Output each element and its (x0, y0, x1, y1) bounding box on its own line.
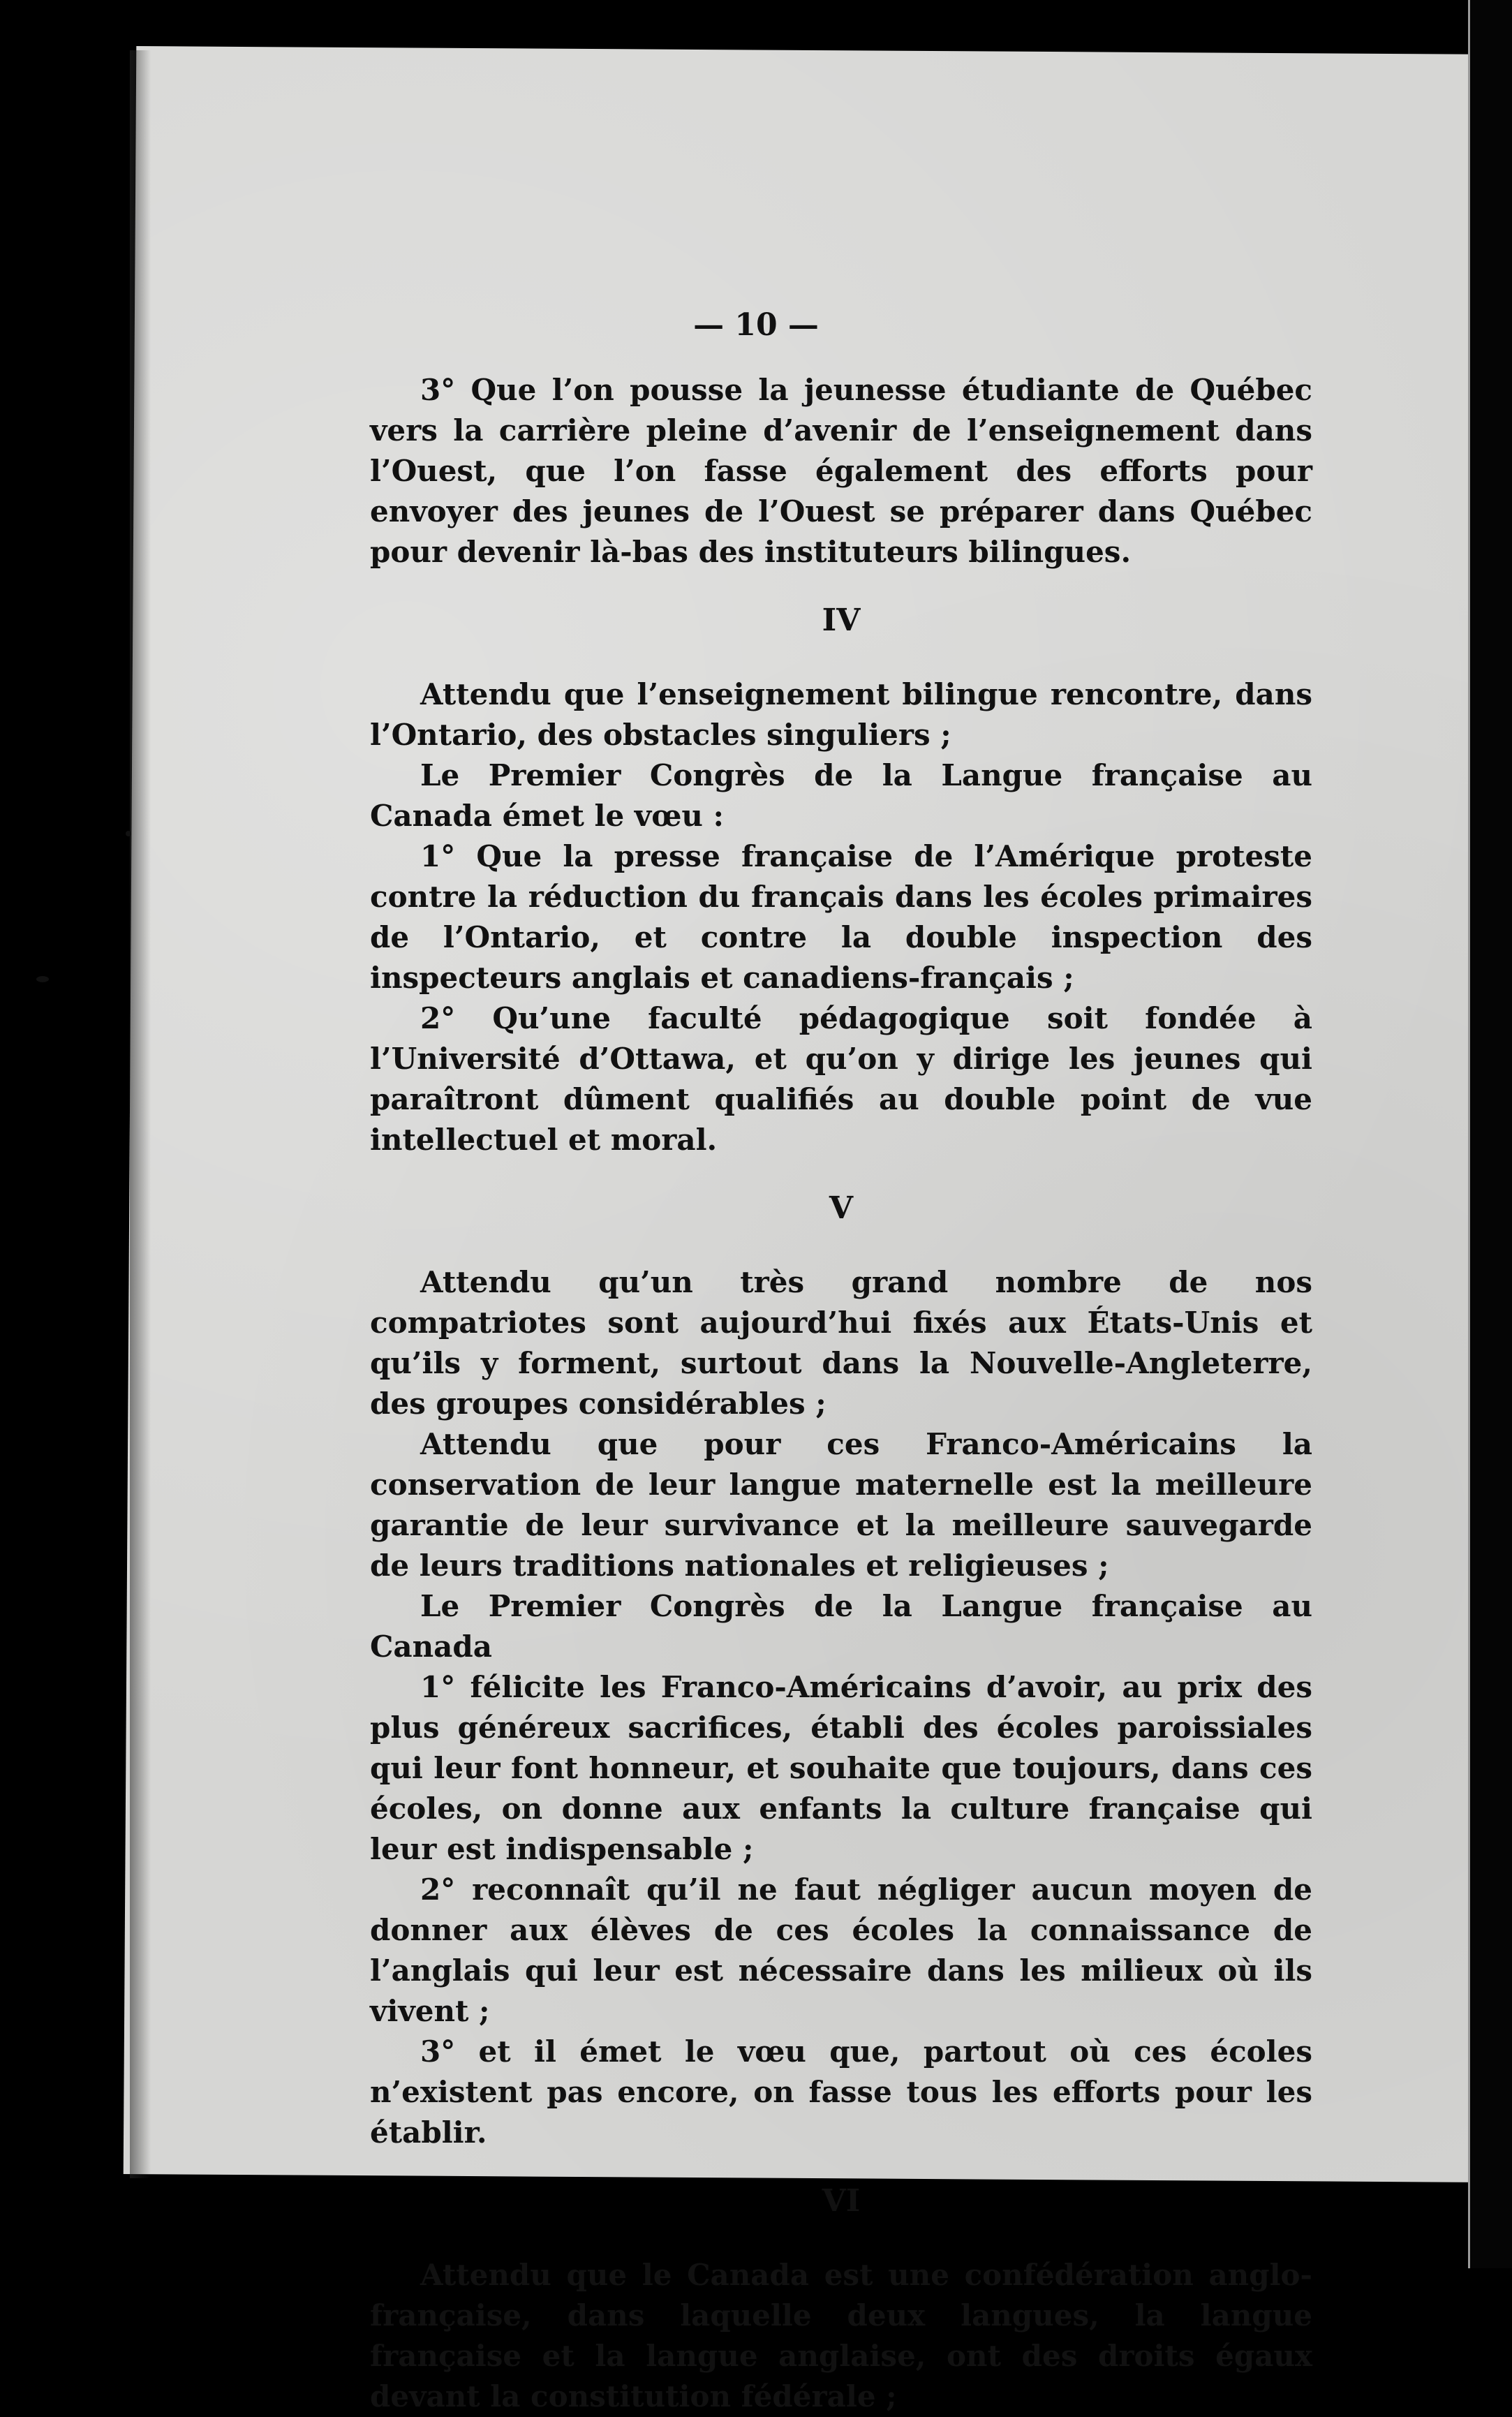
paragraph: Le Premier Congrès de la Langue française au Canada (370, 1589, 1312, 1664)
dust-speck (36, 976, 49, 982)
paragraph: 3° et il émet le vœu que, partout où ces écoles n’existent pas encore, on fasse tous les efforts pour les établir. (370, 2034, 1312, 2150)
paragraph: 1° félicite les Franco-Américains d’avoir, au prix des plus généreux sacrifices, établi des écoles paroissiales qui leur font honneur, et souhaite que toujours, dans ces écoles, on donne aux enfants la culture française qui leur est indispensable ; (370, 1670, 1312, 1866)
paragraph: 2° reconnaît qu’il ne faut négliger aucun moyen de donner aux élèves de ces écoles la connaissance de l’anglais qui leur est nécessaire dans les milieux où ils vivent ; (370, 1872, 1312, 2028)
section-heading: IV (822, 603, 861, 638)
page-edge-shadow (130, 50, 151, 2178)
section-heading: VI (822, 2183, 861, 2219)
section-v (370, 1188, 1312, 2153)
paragraph: 2° Qu’une faculté pédagogique soit fondée à l’Université d’Ottawa, et qu’on y dirige les jeunes qui paraîtront dûment qualifiés au double point de vue intellectuel et moral. (370, 1001, 1312, 1157)
paragraph: Le Premier Congrès de la Langue française au Canada émet le vœu : (370, 758, 1312, 833)
section-heading: V (829, 1190, 854, 1226)
paragraph: 1° Que la presse française de l’Amérique proteste contre la réduction du français dans les écoles primaires de l’Ontario, et contre la double inspection des inspecteurs anglais et canadiens-français ; (370, 839, 1312, 995)
paragraph: 3° Que l’on pousse la jeunesse étudiante de Québec vers la carrière pleine d’avenir de l’enseignement dans l’Ouest, que l’on fasse également des efforts pour envoyer des jeunes de l’Ouest se préparer dans Québec pour devenir là-bas des instituteurs bilingues. (370, 373, 1312, 569)
paragraph: Attendu que pour ces Franco-Américains la conservation de leur langue maternelle est la meilleure garantie de leur survivance et la meilleure sauvegarde de leurs traditions nationales et religieuses ; (370, 1427, 1312, 1583)
section-iv (370, 600, 1312, 1160)
section-iii-tail (370, 370, 1312, 572)
dust-speck (126, 831, 131, 836)
page-number: — 10 — (693, 307, 819, 343)
paragraph: Attendu que le Canada est une confédération anglo-française, dans laquelle deux langues, la langue française et la langue anglaise, ont des droits égaux devant la constitution fédérale ; (370, 2258, 1312, 2414)
paragraph: Attendu qu’un très grand nombre de nos compatriotes sont aujourd’hui fixés aux États-Unis et qu’ils y forment, surtout dans la Nouvelle-Angleterre, des groupes considérables ; (370, 1265, 1312, 1421)
page-body (370, 370, 1312, 2417)
paragraph: Attendu que l’enseignement bilingue rencontre, dans l’Ontario, des obstacles singuliers ; (370, 677, 1312, 752)
section-vi (370, 2181, 1312, 2417)
